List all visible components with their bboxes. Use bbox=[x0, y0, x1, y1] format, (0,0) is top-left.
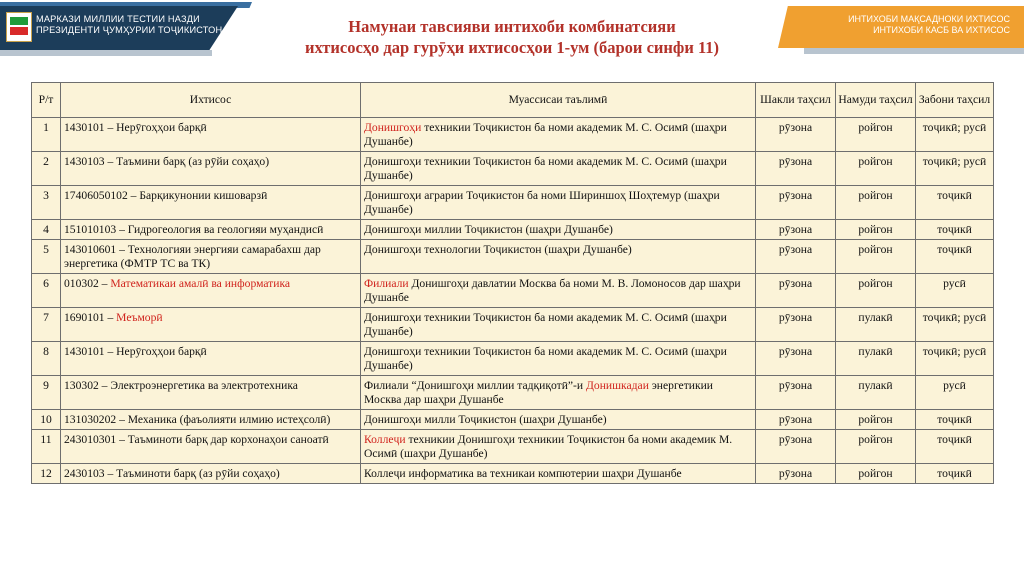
study-form-cell: рӯзона bbox=[756, 274, 836, 308]
institution-cell bbox=[361, 410, 756, 430]
study-form-cell: рӯзона bbox=[756, 240, 836, 274]
specialty-cell bbox=[61, 152, 361, 186]
study-form-cell: рӯзона bbox=[756, 186, 836, 220]
header-study-type: Намуди таҳсил bbox=[836, 83, 916, 118]
study-type-cell: ройгон bbox=[836, 220, 916, 240]
study-form-cell: рӯзона bbox=[756, 118, 836, 152]
inst-text: Донишгоҳи техникии Тоҷикистон ба номи академик М. С. Осимӣ (шаҳри Душанбе) bbox=[364, 345, 727, 372]
inst-text: Донишгоҳи технологии Тоҷикистон (шаҳри Душанбе) bbox=[364, 243, 632, 256]
institution-cell bbox=[361, 240, 756, 274]
specialty-cell bbox=[61, 464, 361, 484]
study-form-cell: рӯзона bbox=[756, 342, 836, 376]
specialty-cell bbox=[61, 186, 361, 220]
specialty-cell bbox=[61, 430, 361, 464]
header-study-form: Шакли таҳсил bbox=[756, 83, 836, 118]
study-type-cell: ройгон bbox=[836, 410, 916, 430]
language-cell: тоҷикӣ bbox=[916, 464, 994, 484]
specialties-table bbox=[31, 82, 994, 484]
study-form-cell: рӯзона bbox=[756, 430, 836, 464]
spec-text: 1430103 – Таъмини барқ (аз рӯйи соҳаҳо) bbox=[64, 155, 270, 168]
study-form-cell: рӯзона bbox=[756, 152, 836, 186]
row-number: 9 bbox=[32, 376, 61, 410]
header-number: Р/т bbox=[32, 83, 61, 118]
language-cell: тоҷикӣ; русӣ bbox=[916, 342, 994, 376]
slogan bbox=[800, 14, 1010, 36]
row-number: 4 bbox=[32, 220, 61, 240]
study-type-cell: пулакӣ bbox=[836, 308, 916, 342]
slogan-line-2: ИНТИХОБИ КАСБ ВА ИХТИСОС bbox=[873, 25, 1010, 35]
study-form-cell: рӯзона bbox=[756, 308, 836, 342]
table-body bbox=[32, 118, 994, 484]
row-number: 2 bbox=[32, 152, 61, 186]
table-row bbox=[32, 430, 994, 464]
page-title-line-2: ихтисосҳо дар гурӯҳи ихтисосҳои 1-ум (барои синфи 11) bbox=[304, 38, 720, 57]
logo-red-stripe bbox=[10, 27, 28, 35]
organization-name-line-2: ПРЕЗИДЕНТИ ҶУМҲУРИИ ТОҶИКИСТОН bbox=[36, 25, 223, 35]
institution-cell bbox=[361, 118, 756, 152]
spec-text: 151010103 – Гидрогеология ва геологияи муҳандисӣ bbox=[64, 223, 324, 236]
header-language: Забони таҳсил bbox=[916, 83, 994, 118]
inst-text: Коллеҷи bbox=[364, 433, 406, 446]
header-right-banner bbox=[774, 0, 1024, 62]
table-row bbox=[32, 240, 994, 274]
study-form-cell: рӯзона bbox=[756, 376, 836, 410]
study-type-cell: ройгон bbox=[836, 186, 916, 220]
row-number: 5 bbox=[32, 240, 61, 274]
study-type-cell: ройгон bbox=[836, 274, 916, 308]
specialty-cell bbox=[61, 274, 361, 308]
language-cell: русӣ bbox=[916, 376, 994, 410]
specialty-cell bbox=[61, 410, 361, 430]
table-row bbox=[32, 274, 994, 308]
row-number: 3 bbox=[32, 186, 61, 220]
inst-text: Донишкадаи bbox=[586, 379, 649, 392]
institution-cell bbox=[361, 376, 756, 410]
row-number: 8 bbox=[32, 342, 61, 376]
study-form-cell: рӯзона bbox=[756, 220, 836, 240]
banner-underline-right bbox=[804, 48, 1024, 54]
language-cell: тоҷикӣ bbox=[916, 186, 994, 220]
inst-text: Донишгоҳи давлатии Москва ба номи М. В. Ломоносов дар шаҳри Душанбе bbox=[364, 277, 741, 304]
institution-cell bbox=[361, 308, 756, 342]
study-type-cell: ройгон bbox=[836, 464, 916, 484]
spec-text: Меъморӣ bbox=[116, 311, 163, 324]
specialty-cell bbox=[61, 376, 361, 410]
institution-cell bbox=[361, 152, 756, 186]
institution-cell bbox=[361, 464, 756, 484]
study-form-cell: рӯзона bbox=[756, 410, 836, 430]
study-type-cell: пулакӣ bbox=[836, 376, 916, 410]
row-number: 11 bbox=[32, 430, 61, 464]
spec-text: 131030202 – Механика (фаъолияти илмию истеҳсолӣ) bbox=[64, 413, 331, 426]
study-type-cell: ройгон bbox=[836, 152, 916, 186]
banner-underline bbox=[0, 50, 212, 56]
header-specialty: Ихтисос bbox=[61, 83, 361, 118]
language-cell: тоҷикӣ; русӣ bbox=[916, 308, 994, 342]
table-row bbox=[32, 376, 994, 410]
study-form-cell: рӯзона bbox=[756, 464, 836, 484]
spec-text: 1430101 – Нерӯгоҳҳои барқӣ bbox=[64, 345, 207, 358]
table-header-row bbox=[32, 83, 994, 118]
language-cell: тоҷикӣ bbox=[916, 220, 994, 240]
page-title bbox=[252, 16, 772, 58]
table-row bbox=[32, 464, 994, 484]
row-number: 6 bbox=[32, 274, 61, 308]
institution-cell bbox=[361, 274, 756, 308]
organization-name-line-1: МАРКАЗИ МИЛЛИИ ТЕСТИИ НАЗДИ bbox=[36, 14, 200, 24]
table-row bbox=[32, 410, 994, 430]
inst-text: Филиали “Донишгоҳи миллии тадқиқотӣ”-и bbox=[364, 379, 587, 392]
inst-text: техникии Тоҷикистон ба номи академик М. С. Осимӣ (шаҳри Душанбе) bbox=[364, 121, 727, 148]
study-type-cell: пулакӣ bbox=[836, 342, 916, 376]
spec-text: 130302 – Электроэнергетика ва электротехника bbox=[64, 379, 298, 392]
specialties-table-container bbox=[31, 82, 994, 484]
row-number: 12 bbox=[32, 464, 61, 484]
row-number: 7 bbox=[32, 308, 61, 342]
spec-text: 1690101 – bbox=[64, 311, 117, 324]
table-row bbox=[32, 308, 994, 342]
inst-text: Донишгоҳи техникии Тоҷикистон ба номи академик М. С. Осимӣ (шаҳри Душанбе) bbox=[364, 155, 727, 182]
inst-text: техникии Донишгоҳи техникии Тоҷикистон ба номи академик М. Осимӣ (шаҳри Душанбе) bbox=[364, 433, 733, 460]
spec-text: 1430101 – Нерӯгоҳҳои барқӣ bbox=[64, 121, 207, 134]
specialty-cell bbox=[61, 342, 361, 376]
study-type-cell: ройгон bbox=[836, 240, 916, 274]
header-institution: Муассисаи таълимӣ bbox=[361, 83, 756, 118]
language-cell: русӣ bbox=[916, 274, 994, 308]
language-cell: тоҷикӣ bbox=[916, 410, 994, 430]
inst-text: Донишгоҳи техникии Тоҷикистон ба номи академик М. С. Осимӣ (шаҳри Душанбе) bbox=[364, 311, 727, 338]
institution-cell bbox=[361, 342, 756, 376]
spec-text: 2430103 – Таъминоти барқ (аз рӯйи соҳаҳо) bbox=[64, 467, 280, 480]
institution-cell bbox=[361, 186, 756, 220]
specialty-cell bbox=[61, 118, 361, 152]
study-type-cell: ройгон bbox=[836, 430, 916, 464]
spec-text: 143010601 – Технологияи энергияи самарабахш дар энергетика (ФМТР ТС ва ТК) bbox=[64, 243, 321, 270]
language-cell: тоҷикӣ bbox=[916, 240, 994, 274]
header-left-banner bbox=[0, 0, 250, 62]
table-row bbox=[32, 118, 994, 152]
inst-text: Коллеҷи информатика ва техникаи компютерии шаҳри Душанбе bbox=[364, 467, 682, 480]
institution-cell bbox=[361, 430, 756, 464]
specialty-cell bbox=[61, 220, 361, 240]
spec-text: 010302 – bbox=[64, 277, 111, 290]
table-row bbox=[32, 220, 994, 240]
inst-text: Донишгоҳи bbox=[364, 121, 422, 134]
spec-text: 17406050102 – Барқикунонии кишоварзӣ bbox=[64, 189, 268, 202]
table-row bbox=[32, 186, 994, 220]
spec-text: Математикаи амалӣ ва информатика bbox=[110, 277, 291, 290]
study-type-cell: ройгон bbox=[836, 118, 916, 152]
logo-green-stripe bbox=[10, 17, 28, 25]
table-row bbox=[32, 342, 994, 376]
row-number: 10 bbox=[32, 410, 61, 430]
page-title-line-1: Намунаи тавсияви интихоби комбинатсияи bbox=[348, 17, 676, 36]
inst-text: Донишгоҳи милли Тоҷикистон (шаҳри Душанбе) bbox=[364, 413, 607, 426]
institution-cell bbox=[361, 220, 756, 240]
organization-name bbox=[36, 14, 222, 36]
inst-text: Филиали bbox=[364, 277, 409, 290]
inst-text: Донишгоҳи миллии Тоҷикистон (шаҳри Душанбе) bbox=[364, 223, 613, 236]
specialty-cell bbox=[61, 240, 361, 274]
emblem-logo-icon bbox=[6, 12, 32, 42]
specialty-cell bbox=[61, 308, 361, 342]
slogan-line-1: ИНТИХОБИ МАҚСАДНОКИ ИХТИСОС bbox=[848, 14, 1010, 24]
row-number: 1 bbox=[32, 118, 61, 152]
inst-text: энергетикии Москва дар шаҳри Душанбе bbox=[364, 379, 714, 406]
spec-text: 243010301 – Таъминоти барқ дар корхонаҳои саноатӣ bbox=[64, 433, 329, 446]
inst-text: Донишгоҳи аграрии Тоҷикистон ба номи Шириншоҳ Шоҳтемур (шаҳри Душанбе) bbox=[364, 189, 720, 216]
table-row bbox=[32, 152, 994, 186]
language-cell: тоҷикӣ bbox=[916, 430, 994, 464]
language-cell: тоҷикӣ; русӣ bbox=[916, 152, 994, 186]
language-cell: тоҷикӣ; русӣ bbox=[916, 118, 994, 152]
